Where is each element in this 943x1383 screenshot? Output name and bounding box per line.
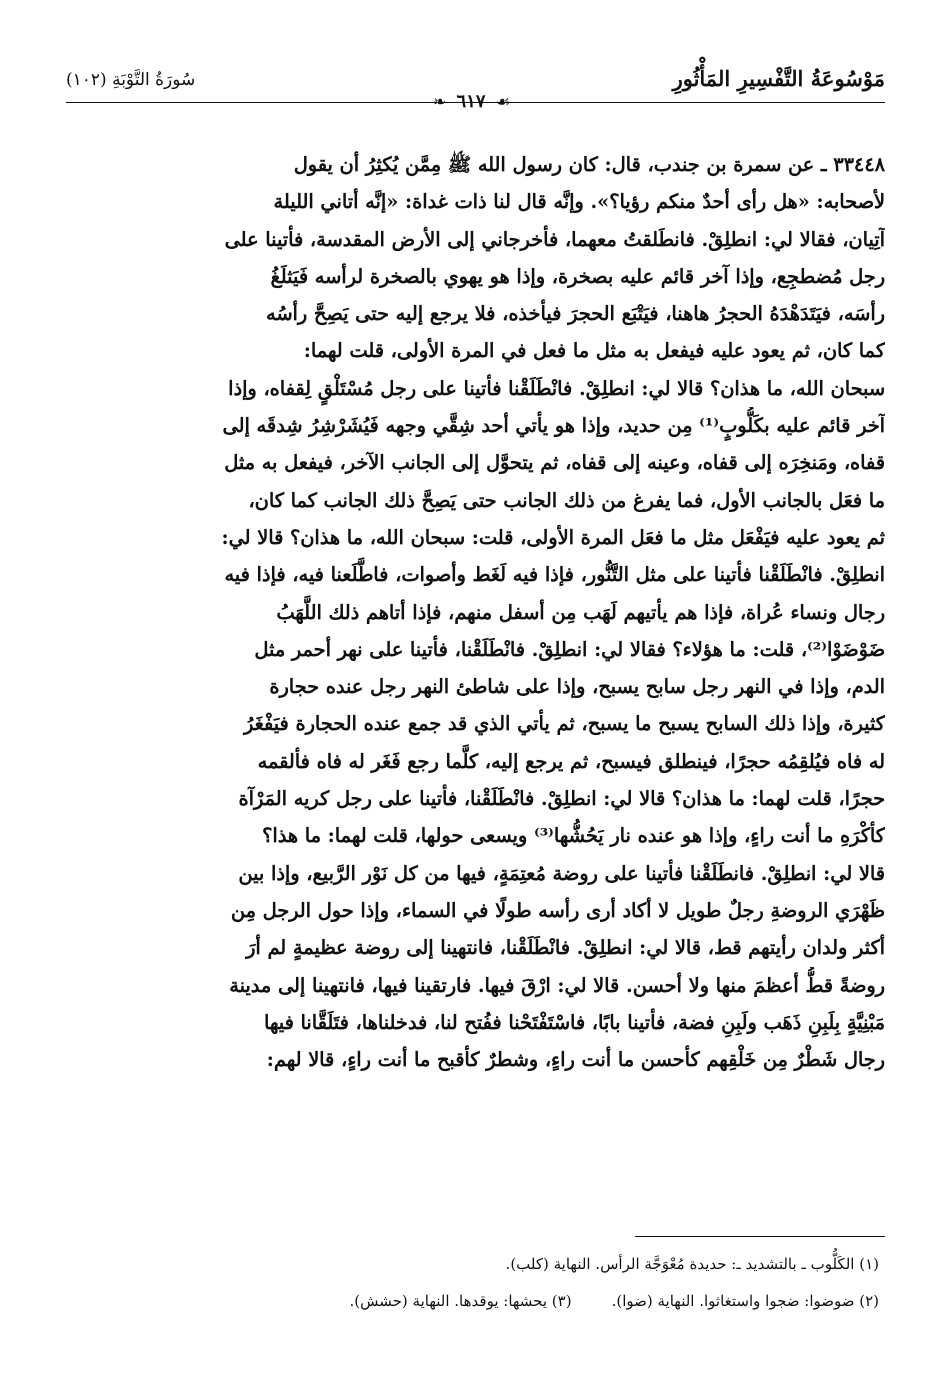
- page-number-block: [0, 91, 943, 112]
- footnote-3: (٣) يحشها: يوقدها. النهاية (حشش).: [349, 1292, 572, 1310]
- book-title: مَوْسُوعَةُ التَّفْسِيرِ المَأْثُورِ: [672, 66, 885, 91]
- text-line: ٣٣٤٤٨ ـ عن سمرة بن جندب، قال: كان رسول الله ﷺ مِمَّن يُكثِرُ أن يقول: [293, 153, 885, 176]
- text-line: الدم، وإذا في النهر رجل سابح يسبح، وإذا على شاطئ النهر رجل عنده حجارة: [269, 675, 885, 699]
- surah-label: سُورَةُ التَّوْبَةِ (١٠٢): [66, 70, 196, 90]
- text-line: آخر قائم عليه بكَلُّوبٍ⁽¹⁾ مِن حديد، وإذا هو يأتي أحد شِقَّي وجهه فَيُشَرْشِرُ شِدقَه إلى: [222, 414, 885, 438]
- text-line: حجرًا، قلت لهما: ما هذان؟ قالا لي: انطلِقْ. فانْطَلَقْنا، فأتينا على رجل كريه المَرْآة: [238, 787, 885, 811]
- footnote-1: (١) الكَلُّوب ـ بالتشديد ـ: حديدة مُعْوَجَّة الرأس. النهاية (كلب).: [505, 1255, 879, 1273]
- text-line: سبحان الله، ما هذان؟ قالا لي: انطلِقْ. فانْطَلَقْنا فأتينا على رجل مُسْتَلْقٍ لِقفاه، وإذا: [228, 376, 885, 400]
- ornament-right-icon: ☙: [495, 92, 511, 111]
- text-line: كأكْرَهِ ما أنت راءٍ، وإذا هو عنده نار يَحُشُّها⁽³⁾ ويسعى حولها، قلت لهما: ما هذا؟: [262, 824, 885, 848]
- footnote-line: [60, 1283, 879, 1320]
- text-line: قفاه، ومَنخِرَه إلى قفاه، وعينه إلى قفاه، ثم يتحوَّل إلى الجانب الآخر، فيفعل به مثل: [224, 451, 885, 475]
- text-line: ما فعَل بالجانب الأول، فما يفرغ من ذلك الجانب حتى يَصِحَّ ذلك الجانب كما كان،: [248, 488, 885, 512]
- footnotes: [60, 1246, 879, 1320]
- text-line: روضةً قطُّ أعظمَ منها ولا أحسن. قالا لي: ارْقَ فيها. فارتقينا فيها، فانتهينا إلى مدينة: [229, 973, 885, 997]
- text-line: مَبْنِيَّةٍ بِلَبِنِ ذَهَب ولَبِنِ فضة، فأتينا بابًا، فاسْتَفْتَحْنا ففُتح لنا، فدخلناها، فتَلَقَّانا فيها: [264, 1010, 885, 1034]
- text-line: انطلِقْ. فانْطَلَقْنا فأتينا على مثل التَّنُّور، فإذا فيه لَغَط وأصوات، فاطَّلَعنا فيه، فإذا فيه: [224, 563, 885, 587]
- text-line: له فاه فيُلقِمُه حجرًا، فينطلق فيسبح، ثم يرجع إليه، كلَّما رجع فَغَر له فاه فألقمه: [257, 749, 885, 773]
- text-line: قالا لي: انطلِقْ. فانطَلَقْنا فأتينا على روضة مُعتِمَةٍ، فيها من كل نَوْر الرَّبيع، وإذا بين: [238, 861, 885, 885]
- text-line: رجل مُضطجِع، وإذا آخر قائم عليه بصخرة، وإذا هو يهوي بالصخرة لرأسه فَيَثلَغُ: [270, 264, 885, 288]
- page-number: ٦١٧: [456, 91, 486, 112]
- text-line: رجال ونساء عُراة، فإذا هم يأتيهم لَهَب مِن أسفل منهم، فإذا أتاهم ذلك اللَّهَبُ: [276, 600, 885, 624]
- text-line: آتِيان، فقالا لي: انطلِقْ. فانطَلقتُ معهما، فأخرجاني إلى الأرض المقدسة، فأتينا على: [224, 227, 885, 251]
- text-line: ظَهْرَي الروضةِ رجلٌ طويل لا أكاد أرى رأسه طولًا في السماء، وإذا حول الرجل مِن: [230, 898, 885, 922]
- text-line: رأسَه، فيَتَدَهْدَهُ الحجرُ هاهنا، فيَتْبَع الحجرَ فيأخذه، فلا يرجع إليه حتى يَصِحَّ رأسُه: [266, 302, 885, 326]
- main-text: [60, 146, 885, 1206]
- text-line: كما كان، ثم يعود عليه فيفعل به مثل ما فعل في المرة الأولى، قلت لهما:: [303, 339, 885, 363]
- text-line: ضَوْضَوْا⁽²⁾، قلت: ما هؤلاء؟ فقالا لي: انطلِقْ. فانْطَلَقْنا، فأتينا على نهر أحمر مثل: [254, 637, 885, 661]
- text-line: كثيرة، وإذا ذلك السابح يسبح ما يسبح، ثم يأتي الذي قد جمع عنده الحجارة فيَفْغَرُ: [244, 712, 885, 736]
- ornament-left-icon: ❧: [432, 92, 447, 111]
- text-line: ثم يعود عليه فيَفْعَل مثل ما فعَل المرة الأولى، قلت: سبحان الله، ما هذان؟ قالا لي:: [221, 525, 885, 549]
- text-line: لأصحابه: «هل رأى أحدٌ منكم رؤيا؟». وإنَّه قال لنا ذات غداة: «إنَّه أتاني الليلة: [273, 190, 885, 214]
- text-line: رجال شَطْرٌ مِن خَلْقِهم كأحسن ما أنت راءٍ، وشطرٌ كأقبح ما أنت راءٍ، قالا لهم:: [266, 1048, 885, 1072]
- footnote-line: [60, 1246, 879, 1283]
- footnote-divider: [635, 1236, 885, 1237]
- text-line: أكثر ولدان رأيتهم قط، قالا لي: انطلِقْ. فانْطَلَقْنا، فانتهينا إلى روضة عظيمةٍ لم أرَ: [246, 936, 885, 960]
- footnote-2: (٢) ضوضوا: ضجوا واستغاثوا. النهاية (ضوا).: [611, 1292, 879, 1310]
